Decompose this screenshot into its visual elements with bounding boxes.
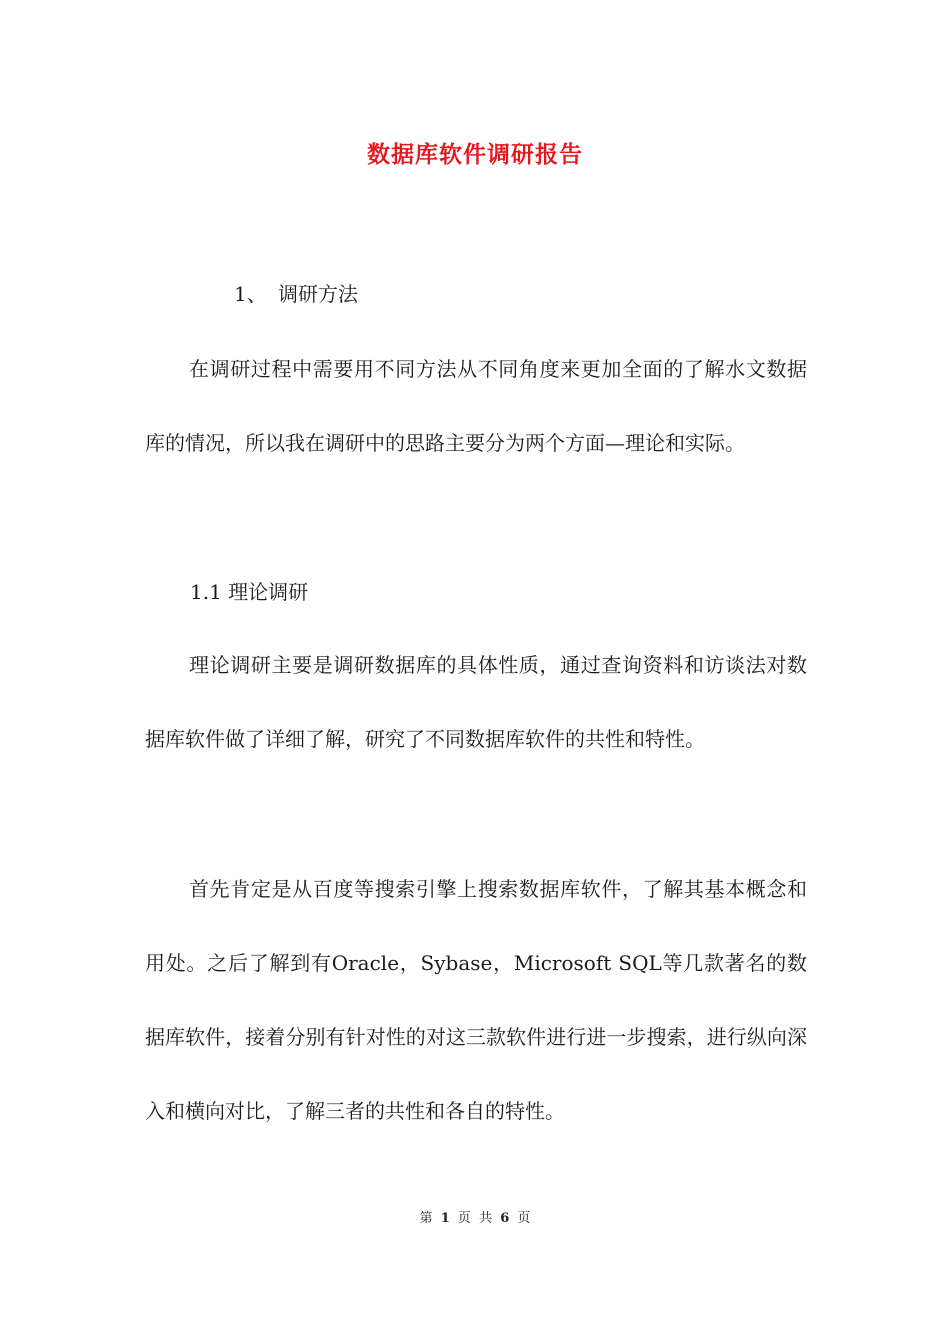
footer-total-pages: 6 xyxy=(500,1211,510,1226)
section-heading xyxy=(234,280,358,308)
footer-current-page: 1 xyxy=(440,1211,450,1226)
footer-prefix: 第 xyxy=(419,1211,433,1226)
footer-suffix: 页 xyxy=(517,1211,531,1226)
footer-middle: 页 共 xyxy=(457,1211,493,1226)
page-footer xyxy=(0,1207,950,1226)
section-number: 1、 xyxy=(234,282,267,306)
subsection-heading: 1.1 理论调研 xyxy=(190,580,309,604)
intro-paragraph: 在调研过程中需要用不同方法从不同角度来更加全面的了解水文数据库的情况，所以我在调研中的思路主要分为两个方面—理论和实际。 xyxy=(145,357,807,455)
document-title: 数据库软件调研报告 xyxy=(367,141,583,168)
section-heading-text: 调研方法 xyxy=(278,282,358,306)
search-paragraph: 首先肯定是从百度等搜索引擎上搜索数据库软件，了解其基本概念和用处。之后了解到有Oracle，Sybase，Microsoft SQL等几款著名的数据库软件，接着分别有针对性的对这三款软件进行进一步搜索，进行纵向深入和横向对比，了解三者的共性和各自的特性。 xyxy=(145,877,807,1123)
theory-paragraph: 理论调研主要是调研数据库的具体性质，通过查询资料和访谈法对数据库软件做了详细了解，研究了不同数据库软件的共性和特性。 xyxy=(145,653,807,751)
